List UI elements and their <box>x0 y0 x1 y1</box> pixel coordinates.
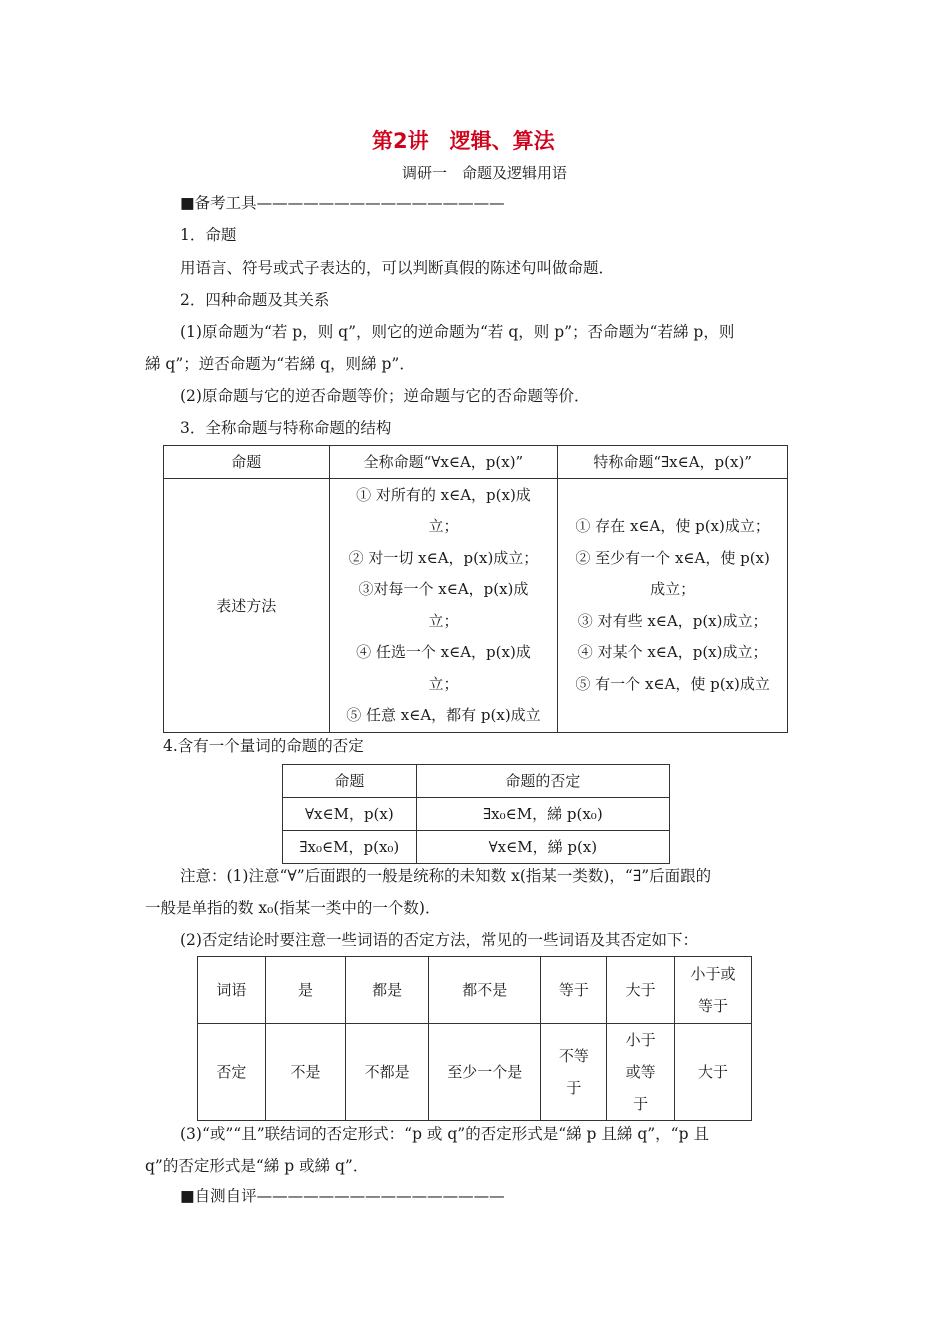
universal-line: ① 对所有的 x∈A，p(x)成 <box>356 485 531 504</box>
universal-line: 立； <box>428 611 459 630</box>
existential-line: ③ 对有些 x∈A，p(x)成立； <box>577 611 768 630</box>
existential-line: ⑤ 有一个 x∈A，使 p(x)成立 <box>575 674 770 693</box>
existential-line: ④ 对某个 x∈A，p(x)成立； <box>577 643 768 661</box>
table3-header-cell: 都不是 <box>428 957 540 1024</box>
table3-header-cell: 是 <box>265 957 346 1024</box>
page-title: 第2讲 逻辑、算法 <box>372 129 555 153</box>
section-3-heading: 3．全称命题与特称命题的结构 <box>180 419 392 437</box>
existential-line: ② 至少有一个 x∈A，使 p(x) <box>575 548 770 567</box>
section-1-heading: 1．命题 <box>180 226 237 244</box>
table2-r1-proposition: ∀x∈M，p(x) <box>283 798 417 831</box>
table2-header-negation: 命题的否定 <box>416 765 669 798</box>
table1-universal-cell <box>329 479 558 733</box>
table2-header-proposition: 命题 <box>283 765 417 798</box>
universal-line: 立； <box>428 674 459 693</box>
universal-line: ⑤ 任意 x∈A，都有 p(x)成立 <box>346 706 541 724</box>
universal-line: 立； <box>428 517 459 535</box>
table3-negation-cell: 不等于 <box>541 1024 607 1121</box>
table3-negation-cell: 至少一个是 <box>428 1024 540 1121</box>
existential-line: 成立； <box>650 580 696 598</box>
table1-header-proposition: 命题 <box>164 446 330 479</box>
section-2-para-1-line-1: (1)原命题为“若 p，则 q”，则它的逆命题为“若 q，则 p”；否命题为“若綈 p，则 <box>180 323 735 341</box>
table3-header-cell: 等于 <box>541 957 607 1024</box>
word-negation-table <box>197 956 752 1121</box>
note-3-line-2: q”的否定形式是“綈 p 或綈 q”． <box>145 1157 369 1175</box>
universal-line: ③对每一个 x∈A，p(x)成 <box>358 580 529 598</box>
note-1-line-2: 一般是单指的数 x₀(指某一类中的一个数)． <box>145 899 441 917</box>
table1-header-universal: 全称命题“∀x∈A，p(x)” <box>329 446 558 479</box>
table3-header-cell: 大于 <box>607 957 675 1024</box>
section-1-body: 用语言、符号或式子表达的，可以判断真假的陈述句叫做命题． <box>180 259 615 277</box>
table1-existential-cell <box>558 479 788 733</box>
table3-negation-cell: 不都是 <box>346 1024 429 1121</box>
universal-line: ④ 任选一个 x∈A，p(x)成 <box>356 643 531 661</box>
table1-row-label: 表述方法 <box>164 479 330 733</box>
existential-line: ① 存在 x∈A，使 p(x)成立； <box>575 517 770 535</box>
universal-line: ② 对一切 x∈A，p(x)成立； <box>348 548 539 567</box>
note-3-line-1: (3)“或”“且”联结词的否定形式：“p 或 q”的否定形式是“綈 p 且綈 q”，“p 且 <box>180 1125 709 1143</box>
note-2: (2)否定结论时要注意一些词语的否定方法，常见的一些词语及其否定如下： <box>180 931 698 949</box>
section-2-para-1-line-2: 綈 q”；逆否命题为“若綈 q，则綈 p”． <box>145 355 415 373</box>
table3-negation-cell: 大于 <box>675 1024 752 1121</box>
table3-negation-cell: 否定 <box>198 1024 266 1121</box>
table3-header-cell: 小于或等于 <box>675 957 752 1024</box>
table1-header-existential: 特称命题“∃x∈A，p(x)” <box>558 446 788 479</box>
table3-negation-cell: 小于或等于 <box>607 1024 675 1121</box>
section-2-heading: 2．四种命题及其关系 <box>180 291 330 309</box>
table3-header-cell: 词语 <box>198 957 266 1024</box>
note-1-line-1: 注意：(1)注意“∀”后面跟的一般是统称的未知数 x(指某一类数)，“∃”后面跟的 <box>180 867 712 885</box>
table3-header-cell: 都是 <box>346 957 429 1024</box>
section-tools-heading: ■备考工具———————————————— <box>180 194 505 212</box>
section-self-test-heading: ■自测自评———————————————— <box>180 1187 505 1205</box>
section-2-para-2: (2)原命题与它的逆否命题等价；逆命题与它的否命题等价． <box>180 387 590 405</box>
table2-r1-negation: ∃x₀∈M，綈 p(x₀) <box>416 798 669 831</box>
table2-r2-negation: ∀x∈M，綈 p(x) <box>416 831 669 864</box>
table2-r2-proposition: ∃x₀∈M，p(x₀) <box>283 831 417 864</box>
quantifier-negation-table <box>282 764 670 864</box>
section-4-heading: 4.含有一个量词的命题的否定 <box>163 737 364 755</box>
page-subtitle: 调研一 命题及逻辑用语 <box>402 164 568 182</box>
table3-negation-cell: 不是 <box>265 1024 346 1121</box>
quantifier-structure-table <box>163 445 788 733</box>
